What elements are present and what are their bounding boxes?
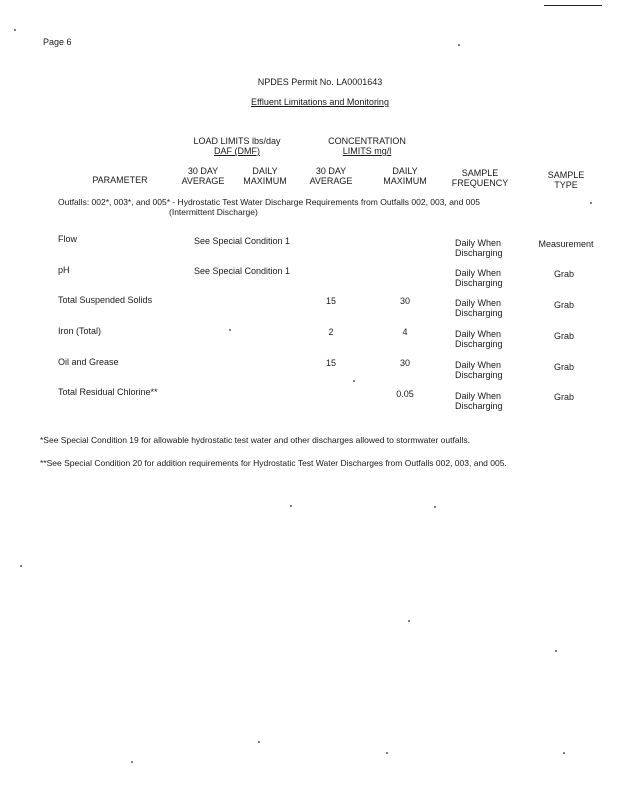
scan-speck — [563, 752, 565, 754]
row-parameter: Flow — [58, 234, 78, 244]
row-conc-daily: 4 — [402, 327, 408, 337]
scan-speck — [20, 565, 22, 567]
row-parameter: Total Suspended Solids — [58, 295, 153, 305]
scan-speck — [590, 202, 592, 204]
scan-speck — [353, 380, 355, 382]
page-label: Page 6 — [43, 37, 72, 47]
col-conc-30day-2: AVERAGE — [309, 176, 353, 186]
scan-speck — [408, 620, 410, 622]
row-load-note: See Special Condition 1 — [194, 236, 291, 246]
scan-speck — [14, 29, 16, 31]
row-conc-30day: 15 — [325, 358, 336, 368]
row-sample-type: Grab — [553, 362, 574, 372]
col-load-daily-2: MAXIMUM — [243, 176, 287, 186]
col-conc-daily-1: DAILY — [392, 166, 418, 176]
scan-speck — [131, 761, 133, 763]
footnote-2: **See Special Condition 20 for addition requirements for Hydrostatic Test Water Discharges from Outfalls 002, 003, and 005. — [40, 458, 507, 468]
row-conc-daily: 30 — [399, 296, 410, 306]
row-frequency-2: Discharging — [455, 401, 503, 411]
col-type-1: SAMPLE — [547, 170, 585, 180]
row-parameter: Oil and Grease — [58, 357, 119, 367]
col-frequency-1: SAMPLE — [461, 168, 499, 178]
row-conc-30day: 2 — [328, 327, 334, 337]
col-load-30day-2: AVERAGE — [181, 176, 225, 186]
col-conc-daily-2: MAXIMUM — [383, 176, 427, 186]
row-parameter: Total Residual Chlorine** — [58, 387, 158, 397]
row-sample-type: Grab — [553, 269, 574, 279]
outfalls-note-sub: (Intermittent Discharge) — [169, 207, 258, 217]
col-load-daily-1: DAILY — [252, 166, 278, 176]
row-frequency: Daily When — [455, 360, 502, 370]
row-frequency: Daily When — [455, 329, 502, 339]
col-type-2: TYPE — [554, 180, 578, 190]
row-frequency-2: Discharging — [455, 339, 503, 349]
col-load-30day-1: 30 DAY — [187, 166, 219, 176]
row-sample-type: Measurement — [538, 239, 594, 249]
row-frequency: Daily When — [455, 391, 502, 401]
row-conc-30day: 15 — [325, 296, 336, 306]
row-parameter: Iron (Total) — [58, 326, 102, 336]
top-edge-line — [544, 5, 602, 6]
row-frequency: Daily When — [455, 268, 502, 278]
row-sample-type: Grab — [553, 300, 574, 310]
row-load-note: See Special Condition 1 — [194, 266, 291, 276]
load-limits-header: LOAD LIMITS lbs/day — [193, 136, 281, 146]
scan-speck — [290, 505, 292, 507]
scan-speck — [386, 752, 388, 754]
row-conc-daily: 0.05 — [396, 389, 414, 399]
row-frequency: Daily When — [455, 238, 502, 248]
row-sample-type: Grab — [553, 331, 574, 341]
footnote-1: *See Special Condition 19 for allowable hydrostatic test water and other discharges allowed to stormwater outfalls. — [40, 435, 470, 445]
row-frequency-2: Discharging — [455, 278, 503, 288]
scan-speck — [555, 650, 557, 652]
col-parameter: PARAMETER — [92, 175, 148, 185]
concentration-subheader: LIMITS mg/l — [342, 146, 392, 156]
scan-speck — [458, 44, 460, 46]
row-conc-daily: 30 — [399, 358, 410, 368]
row-frequency-2: Discharging — [455, 308, 503, 318]
permit-number: NPDES Permit No. LA0001643 — [257, 77, 383, 87]
row-frequency-2: Discharging — [455, 370, 503, 380]
row-frequency-2: Discharging — [455, 248, 503, 258]
row-sample-type: Grab — [553, 392, 574, 402]
col-conc-30day-1: 30 DAY — [315, 166, 347, 176]
concentration-header: CONCENTRATION — [328, 136, 406, 146]
row-parameter: pH — [58, 265, 70, 275]
scan-speck — [229, 329, 231, 331]
scan-speck — [434, 506, 436, 508]
col-frequency-2: FREQUENCY — [451, 178, 509, 188]
scan-speck — [258, 741, 260, 743]
section-title: Effluent Limitations and Monitoring — [251, 97, 389, 107]
outfalls-note: Outfalls: 002*, 003*, and 005* - Hydrostatic Test Water Discharge Requirements from Outfalls 002, 003, and 005 — [58, 197, 480, 207]
load-limits-subheader: DAF (DMF) — [214, 146, 260, 156]
row-frequency: Daily When — [455, 298, 502, 308]
